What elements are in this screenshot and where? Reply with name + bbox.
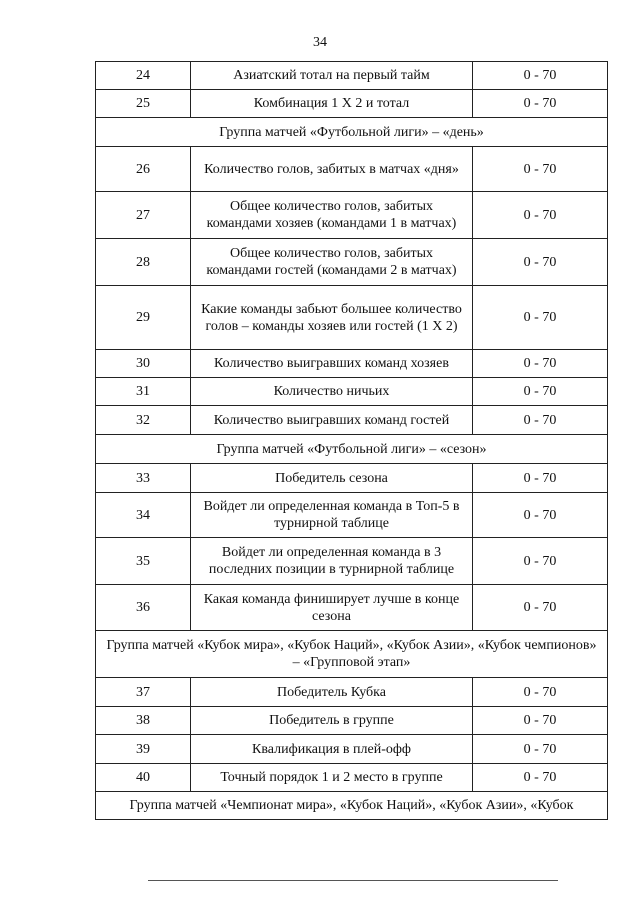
bet-type-cell: Точный порядок 1 и 2 место в группе	[191, 764, 473, 792]
table-row	[96, 538, 608, 585]
range-cell: 0 - 70	[473, 350, 608, 378]
table-row	[96, 585, 608, 631]
table-row	[96, 90, 608, 118]
group-header-row	[96, 118, 608, 147]
rates-table	[95, 61, 608, 820]
table-row	[96, 464, 608, 493]
table-row	[96, 286, 608, 350]
range-cell: 0 - 70	[473, 192, 608, 239]
table-row	[96, 406, 608, 435]
bet-type-cell: Победитель сезона	[191, 464, 473, 493]
range-cell: 0 - 70	[473, 735, 608, 764]
table-row	[96, 678, 608, 707]
bet-type-cell: Победитель в группе	[191, 707, 473, 735]
table-row	[96, 239, 608, 286]
range-cell: 0 - 70	[473, 464, 608, 493]
table-row	[96, 378, 608, 406]
table-row	[96, 350, 608, 378]
table-row	[96, 192, 608, 239]
bet-type-cell: Азиатский тотал на первый тайм	[191, 62, 473, 90]
bet-type-cell: Победитель Кубка	[191, 678, 473, 707]
bet-type-cell: Количество голов, забитых в матчах «дня»	[191, 147, 473, 192]
table-row	[96, 735, 608, 764]
range-cell: 0 - 70	[473, 678, 608, 707]
range-cell: 0 - 70	[473, 239, 608, 286]
bet-type-cell: Войдет ли определенная команда в Топ-5 в турнирной таблице	[191, 493, 473, 538]
bet-type-cell: Общее количество голов, забитых командами гостей (командами 2 в матчах)	[191, 239, 473, 286]
range-cell: 0 - 70	[473, 147, 608, 192]
table-row	[96, 707, 608, 735]
row-number-cell: 38	[96, 707, 191, 735]
group-header-row	[96, 435, 608, 464]
table-row	[96, 764, 608, 792]
bet-type-cell: Какая команда финиширует лучше в конце сезона	[191, 585, 473, 631]
row-number-cell: 33	[96, 464, 191, 493]
group-title: Группа матчей «Футбольной лиги» – «день»	[96, 118, 608, 147]
row-number-cell: 37	[96, 678, 191, 707]
bet-type-cell: Количество ничьих	[191, 378, 473, 406]
row-number-cell: 26	[96, 147, 191, 192]
bet-type-cell: Количество выигравших команд хозяев	[191, 350, 473, 378]
group-header-row	[96, 792, 608, 820]
range-cell: 0 - 70	[473, 90, 608, 118]
row-number-cell: 24	[96, 62, 191, 90]
page-bottom-line	[148, 880, 558, 881]
range-cell: 0 - 70	[473, 585, 608, 631]
group-title: Группа матчей «Кубок мира», «Кубок Наций», «Кубок Азии», «Кубок чемпионов» – «Групповой этап»	[96, 631, 608, 678]
bet-type-cell: Количество выигравших команд гостей	[191, 406, 473, 435]
range-cell: 0 - 70	[473, 286, 608, 350]
table-row	[96, 147, 608, 192]
page-number: 34	[313, 35, 327, 50]
row-number-cell: 25	[96, 90, 191, 118]
range-cell: 0 - 70	[473, 62, 608, 90]
row-number-cell: 31	[96, 378, 191, 406]
row-number-cell: 32	[96, 406, 191, 435]
table-row	[96, 62, 608, 90]
range-cell: 0 - 70	[473, 707, 608, 735]
range-cell: 0 - 70	[473, 764, 608, 792]
row-number-cell: 36	[96, 585, 191, 631]
bet-type-cell: Какие команды забьют большее количество голов – команды хозяев или гостей (1 Х 2)	[191, 286, 473, 350]
table-row	[96, 493, 608, 538]
bet-type-cell: Общее количество голов, забитых командами хозяев (командами 1 в матчах)	[191, 192, 473, 239]
row-number-cell: 39	[96, 735, 191, 764]
range-cell: 0 - 70	[473, 493, 608, 538]
bet-type-cell: Комбинация 1 Х 2 и тотал	[191, 90, 473, 118]
row-number-cell: 27	[96, 192, 191, 239]
group-title: Группа матчей «Футбольной лиги» – «сезон»	[96, 435, 608, 464]
row-number-cell: 30	[96, 350, 191, 378]
range-cell: 0 - 70	[473, 538, 608, 585]
bet-type-cell: Квалификация в плей-офф	[191, 735, 473, 764]
row-number-cell: 29	[96, 286, 191, 350]
group-title: Группа матчей «Чемпионат мира», «Кубок Наций», «Кубок Азии», «Кубок	[96, 792, 608, 820]
bet-type-cell: Войдет ли определенная команда в 3 последних позиции в турнирной таблице	[191, 538, 473, 585]
row-number-cell: 35	[96, 538, 191, 585]
row-number-cell: 34	[96, 493, 191, 538]
range-cell: 0 - 70	[473, 406, 608, 435]
range-cell: 0 - 70	[473, 378, 608, 406]
group-header-row	[96, 631, 608, 678]
row-number-cell: 40	[96, 764, 191, 792]
row-number-cell: 28	[96, 239, 191, 286]
rates-table-body	[96, 62, 608, 820]
